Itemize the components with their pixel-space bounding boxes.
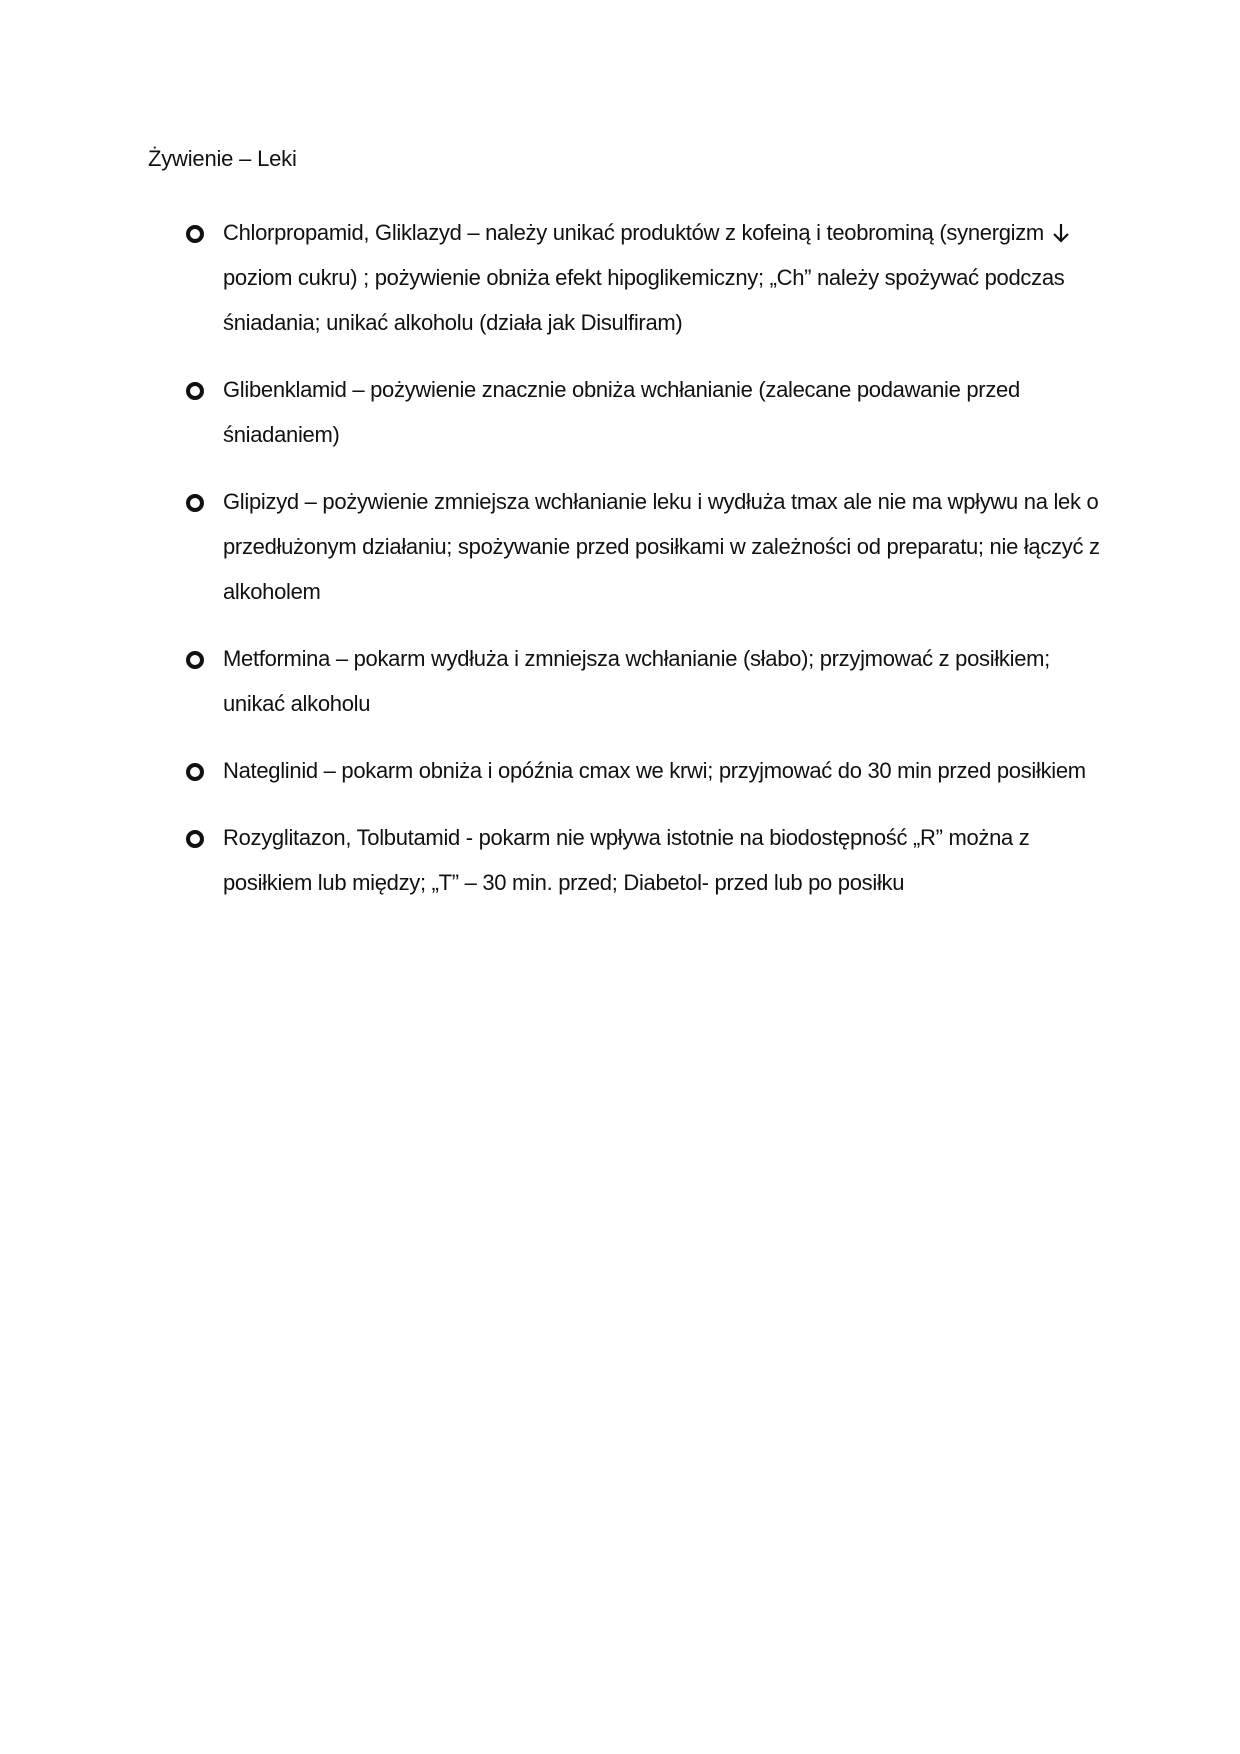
- circle-bullet-icon: [186, 382, 204, 400]
- circle-bullet-icon: [186, 494, 204, 512]
- list-item: [183, 748, 1103, 793]
- drug-food-list: [183, 210, 1103, 927]
- circle-bullet-icon: [186, 830, 204, 848]
- list-item-text: Metformina – pokarm wydłuża i zmniejsza wchłanianie (słabo); przyjmować z posiłkiem; unikać alkoholu: [223, 646, 1050, 716]
- circle-bullet-icon: [186, 651, 204, 669]
- list-item: [183, 479, 1103, 614]
- circle-bullet-icon: [186, 763, 204, 781]
- list-item: [183, 815, 1103, 905]
- list-item-text: Rozyglitazon, Tolbutamid - pokarm nie wpływa istotnie na biodostępność „R” można z posiłkiem lub między; „T” – 30 min. przed; Diabetol- przed lub po posiłku: [223, 825, 1030, 895]
- list-item-text: Glibenklamid – pożywienie znacznie obniża wchłanianie (zalecane podawanie przed śniadaniem): [223, 377, 1020, 447]
- list-item: [183, 367, 1103, 457]
- down-arrow-icon: [1052, 222, 1070, 244]
- list-item-text-continued: poziom cukru) ; pożywienie obniża efekt hipoglikemiczny; „Ch” należy spożywać podczas śniadania; unikać alkoholu (działa jak Disulfiram): [223, 265, 1065, 335]
- document-title: Żywienie – Leki: [148, 146, 297, 171]
- list-item: [183, 210, 1103, 345]
- list-item: [183, 636, 1103, 726]
- list-item-text: Chlorpropamid, Gliklazyd – należy unikać produktów z kofeiną i teobrominą (synergizm: [223, 220, 1044, 245]
- circle-bullet-icon: [186, 225, 204, 243]
- list-item-text: Nateglinid – pokarm obniża i opóźnia cmax we krwi; przyjmować do 30 min przed posiłkiem: [223, 758, 1086, 783]
- list-item-text: Glipizyd – pożywienie zmniejsza wchłanianie leku i wydłuża tmax ale nie ma wpływu na lek o przedłużonym działaniu; spożywanie przed posiłkami w zależności od preparatu; nie łączyć z alkoholem: [223, 489, 1100, 604]
